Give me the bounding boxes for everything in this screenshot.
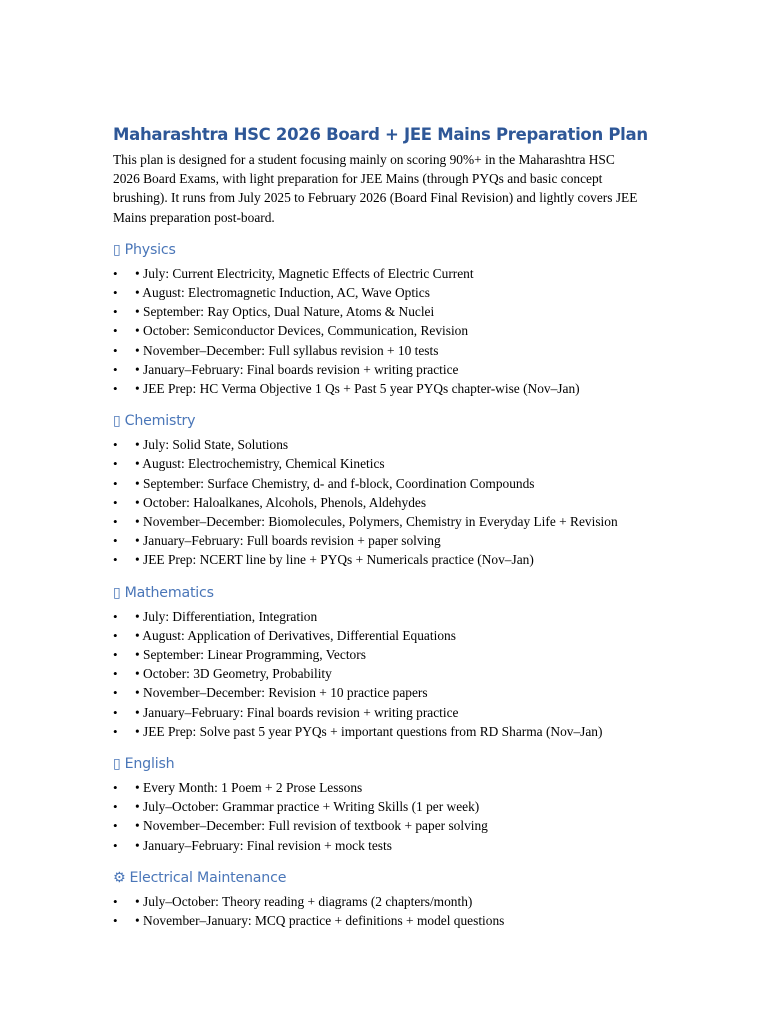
list-item-text: • JEE Prep: Solve past 5 year PYQs + important questions from RD Sharma (Nov–Jan) xyxy=(135,723,603,739)
bullet-icon: • xyxy=(113,514,118,530)
bullet-list xyxy=(113,778,728,855)
bullet-icon: • xyxy=(113,552,118,568)
list-item-text: • July–October: Grammar practice + Writing Skills (1 per week) xyxy=(135,799,480,815)
list-item-text: • January–February: Final revision + mock tests xyxy=(135,837,392,853)
bullet-icon: • xyxy=(113,494,118,510)
bullet-icon: • xyxy=(113,381,118,397)
missing-glyph-icon: ▯ xyxy=(113,241,121,258)
bullet-list xyxy=(113,435,728,569)
sections-container xyxy=(113,240,728,930)
list-item xyxy=(113,911,728,930)
section-heading-label: Chemistry xyxy=(124,413,196,430)
list-item-text: • October: Semiconductor Devices, Communication, Revision xyxy=(135,323,469,339)
list-item xyxy=(113,321,728,340)
list-item-text: • September: Surface Chemistry, d- and f-block, Coordination Compounds xyxy=(135,475,535,491)
list-item xyxy=(113,264,728,283)
list-item-text: • January–February: Final boards revision + writing practice xyxy=(135,704,459,720)
section-heading xyxy=(113,240,728,260)
section-heading-label: Physics xyxy=(124,241,176,258)
list-item-text: • July: Current Electricity, Magnetic Effects of Electric Current xyxy=(135,265,474,281)
list-item-text: • July: Solid State, Solutions xyxy=(135,437,289,453)
list-item xyxy=(113,283,728,302)
list-item-text: • January–February: Full boards revision + paper solving xyxy=(135,533,441,549)
list-item-text: • November–December: Full revision of textbook + paper solving xyxy=(135,818,488,834)
list-item xyxy=(113,531,728,550)
bullet-icon: • xyxy=(113,666,118,682)
bullet-icon: • xyxy=(113,818,118,834)
list-item-text: • JEE Prep: NCERT line by line + PYQs + Numericals practice (Nov–Jan) xyxy=(135,552,534,568)
list-item xyxy=(113,493,728,512)
section-english xyxy=(113,754,728,855)
list-item xyxy=(113,379,728,398)
list-item-text: • July: Differentiation, Integration xyxy=(135,608,318,624)
list-item xyxy=(113,797,728,816)
bullet-icon: • xyxy=(113,913,118,929)
section-heading-label: Mathematics xyxy=(124,584,214,601)
section-electrical-maintenance xyxy=(113,868,728,930)
list-item-text: • January–February: Final boards revision + writing practice xyxy=(135,361,459,377)
section-physics xyxy=(113,240,728,398)
list-item xyxy=(113,435,728,454)
list-item xyxy=(113,836,728,855)
bullet-icon: • xyxy=(113,799,118,815)
intro-paragraph: This plan is designed for a student focusing mainly on scoring 90%+ in the Maharashtra HSC 2026 Board Exams, with light preparation for JEE Mains (through PYQs and basic concept brushing). It runs from July 2025 to February 2026 (Board Final Revision) and lightly covers JEE Mains preparation post-board. xyxy=(113,152,638,225)
bullet-icon: • xyxy=(113,265,118,281)
list-item xyxy=(113,341,728,360)
bullet-icon: • xyxy=(113,647,118,663)
list-item-text: • JEE Prep: HC Verma Objective 1 Qs + Past 5 year PYQs chapter-wise (Nov–Jan) xyxy=(135,381,580,397)
bullet-icon: • xyxy=(113,437,118,453)
list-item xyxy=(113,360,728,379)
bullet-icon: • xyxy=(113,285,118,301)
missing-glyph-icon: ▯ xyxy=(113,584,121,601)
list-item xyxy=(113,664,728,683)
missing-glyph-icon: ▯ xyxy=(113,413,121,430)
bullet-icon: • xyxy=(113,361,118,377)
bullet-icon: • xyxy=(113,704,118,720)
list-item-text: • August: Electromagnetic Induction, AC, Wave Optics xyxy=(135,285,430,301)
bullet-icon: • xyxy=(113,533,118,549)
list-item xyxy=(113,454,728,473)
list-item xyxy=(113,474,728,493)
bullet-icon: • xyxy=(113,323,118,339)
list-item-text: • August: Electrochemistry, Chemical Kinetics xyxy=(135,456,385,472)
section-heading xyxy=(113,868,728,888)
list-item xyxy=(113,778,728,797)
bullet-icon: • xyxy=(113,893,118,909)
bullet-icon: • xyxy=(113,475,118,491)
list-item-text: • September: Linear Programming, Vectors xyxy=(135,647,366,663)
section-heading-label: English xyxy=(124,756,175,773)
list-item-text: • October: Haloalkanes, Alcohols, Phenols, Aldehydes xyxy=(135,494,427,510)
list-item xyxy=(113,626,728,645)
page-title: Maharashtra HSC 2026 Board + JEE Mains Preparation Plan xyxy=(113,125,648,144)
section-heading xyxy=(113,583,728,603)
bullet-icon: • xyxy=(113,304,118,320)
bullet-icon: • xyxy=(113,608,118,624)
bullet-icon: • xyxy=(113,685,118,701)
list-item-text: • November–December: Full syllabus revision + 10 tests xyxy=(135,342,439,358)
bullet-list xyxy=(113,264,728,398)
bullet-icon: • xyxy=(113,723,118,739)
list-item-text: • September: Ray Optics, Dual Nature, Atoms & Nuclei xyxy=(135,304,435,320)
list-item xyxy=(113,816,728,835)
missing-glyph-icon: ▯ xyxy=(113,756,121,773)
bullet-list xyxy=(113,892,728,930)
list-item-text: • August: Application of Derivatives, Differential Equations xyxy=(135,627,456,643)
list-item xyxy=(113,703,728,722)
list-item-text: • November–January: MCQ practice + definitions + model questions xyxy=(135,913,505,929)
bullet-icon: • xyxy=(113,627,118,643)
list-item xyxy=(113,550,728,569)
section-heading-label: Electrical Maintenance xyxy=(129,869,287,886)
list-item-text: • November–December: Biomolecules, Polymers, Chemistry in Everyday Life + Revision xyxy=(135,514,618,530)
list-item xyxy=(113,683,728,702)
list-item xyxy=(113,607,728,626)
list-item xyxy=(113,512,728,531)
bullet-icon: • xyxy=(113,456,118,472)
section-mathematics xyxy=(113,583,728,741)
list-item-text: • Every Month: 1 Poem + 2 Prose Lessons xyxy=(135,780,363,796)
section-heading xyxy=(113,754,728,774)
list-item xyxy=(113,645,728,664)
list-item-text: • October: 3D Geometry, Probability xyxy=(135,666,332,682)
section-heading xyxy=(113,411,728,431)
list-item xyxy=(113,892,728,911)
bullet-icon: • xyxy=(113,780,118,796)
list-item xyxy=(113,302,728,321)
list-item xyxy=(113,722,728,741)
list-item-text: • November–December: Revision + 10 practice papers xyxy=(135,685,428,701)
gear-icon: ⚙ xyxy=(113,869,126,886)
section-chemistry xyxy=(113,411,728,569)
list-item-text: • July–October: Theory reading + diagrams (2 chapters/month) xyxy=(135,893,473,909)
bullet-icon: • xyxy=(113,342,118,358)
bullet-icon: • xyxy=(113,837,118,853)
bullet-list xyxy=(113,607,728,741)
